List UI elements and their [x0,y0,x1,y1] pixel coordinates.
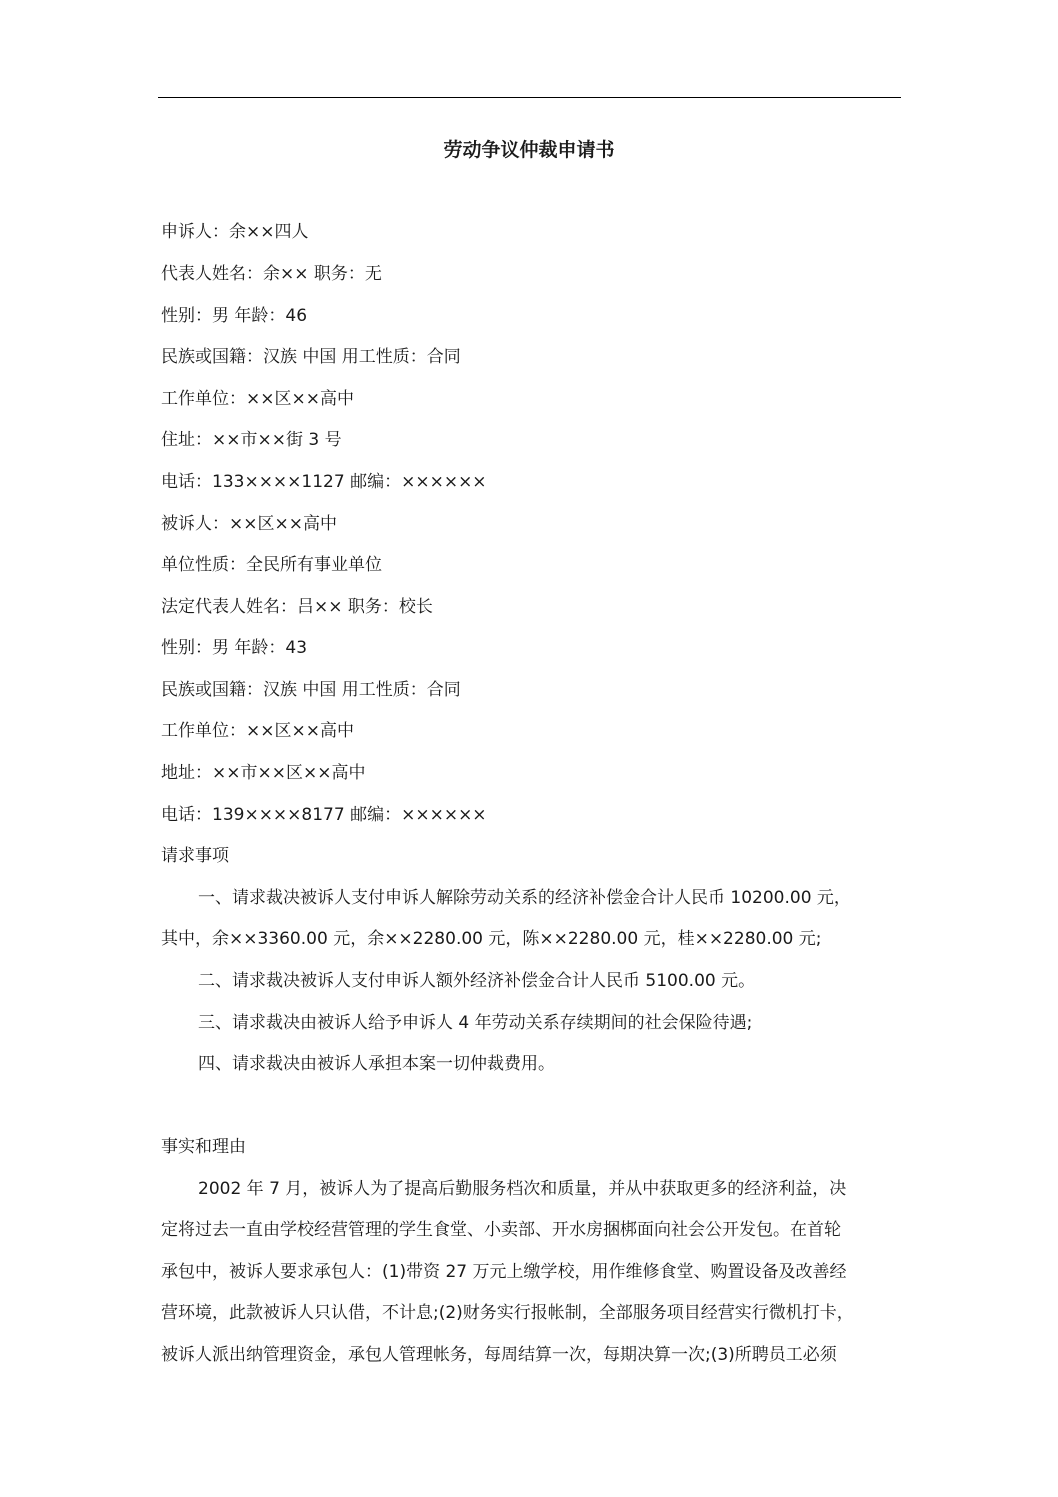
respondent-phone: 电话：139××××8177 邮编：×××××× [161,805,487,825]
respondent-legal-representative: 法定代表人姓名：吕×× 职务：校长 [161,597,433,617]
claim-item-2: 二、请求裁决被诉人支付申诉人额外经济补偿金合计人民币 5100.00 元。 [198,971,756,991]
applicant-representative: 代表人姓名：余×× 职务：无 [161,264,382,284]
applicant-name: 申诉人：余××四人 [161,222,309,242]
claim-item-1: 一、请求裁决被诉人支付申诉人解除劳动关系的经济补偿金合计人民币 10200.00 元， [198,888,851,908]
claim-item-3: 三、请求裁决由被诉人给予申诉人 4 年劳动关系存续期间的社会保险待遇; [198,1013,753,1033]
facts-paragraph-line-3: 承包中，被诉人要求承包人：(1)带资 27 万元上缴学校，用作维修食堂、购置设备及改善经 [161,1262,847,1282]
applicant-phone: 电话：133××××1127 邮编：×××××× [161,472,487,492]
facts-heading: 事实和理由 [161,1137,246,1157]
applicant-gender-age: 性别：男 年龄：46 [161,306,308,326]
applicant-nationality: 民族或国籍：汉族 中国 用工性质：合同 [161,347,461,367]
respondent-address: 地址：××市××区××高中 [161,763,366,783]
respondent-name: 被诉人：××区××高中 [161,514,337,534]
respondent-nationality: 民族或国籍：汉族 中国 用工性质：合同 [161,680,461,700]
applicant-address: 住址：××市××街 3 号 [161,430,342,450]
header-rule [158,97,901,98]
claim-item-4: 四、请求裁决由被诉人承担本案一切仲裁费用。 [198,1054,555,1074]
facts-paragraph-line-4: 营环境，此款被诉人只认借，不计息;(2)财务实行报帐制，全部服务项目经营实行微机打卡， [161,1303,854,1323]
facts-paragraph-line-1: 2002 年 7 月，被诉人为了提高后勤服务档次和质量，并从中获取更多的经济利益，决 [198,1179,847,1199]
respondent-unit-type: 单位性质：全民所有事业单位 [161,555,382,575]
facts-paragraph-line-2: 定将过去一直由学校经营管理的学生食堂、小卖部、开水房捆梆面向社会公开发包。在首轮 [161,1220,841,1240]
claims-heading: 请求事项 [161,846,229,866]
claim-item-1-continued: 其中，余××3360.00 元，余××2280.00 元，陈××2280.00 元，桂××2280.00 元; [161,929,822,949]
document-title: 劳动争议仲裁申请书 [443,139,615,161]
respondent-gender-age: 性别：男 年龄：43 [161,638,308,658]
applicant-workplace: 工作单位：××区××高中 [161,389,354,409]
respondent-workplace: 工作单位：××区××高中 [161,721,354,741]
facts-paragraph-line-5: 被诉人派出纳管理资金，承包人管理帐务，每周结算一次，每期决算一次;(3)所聘员工必须 [161,1345,837,1365]
